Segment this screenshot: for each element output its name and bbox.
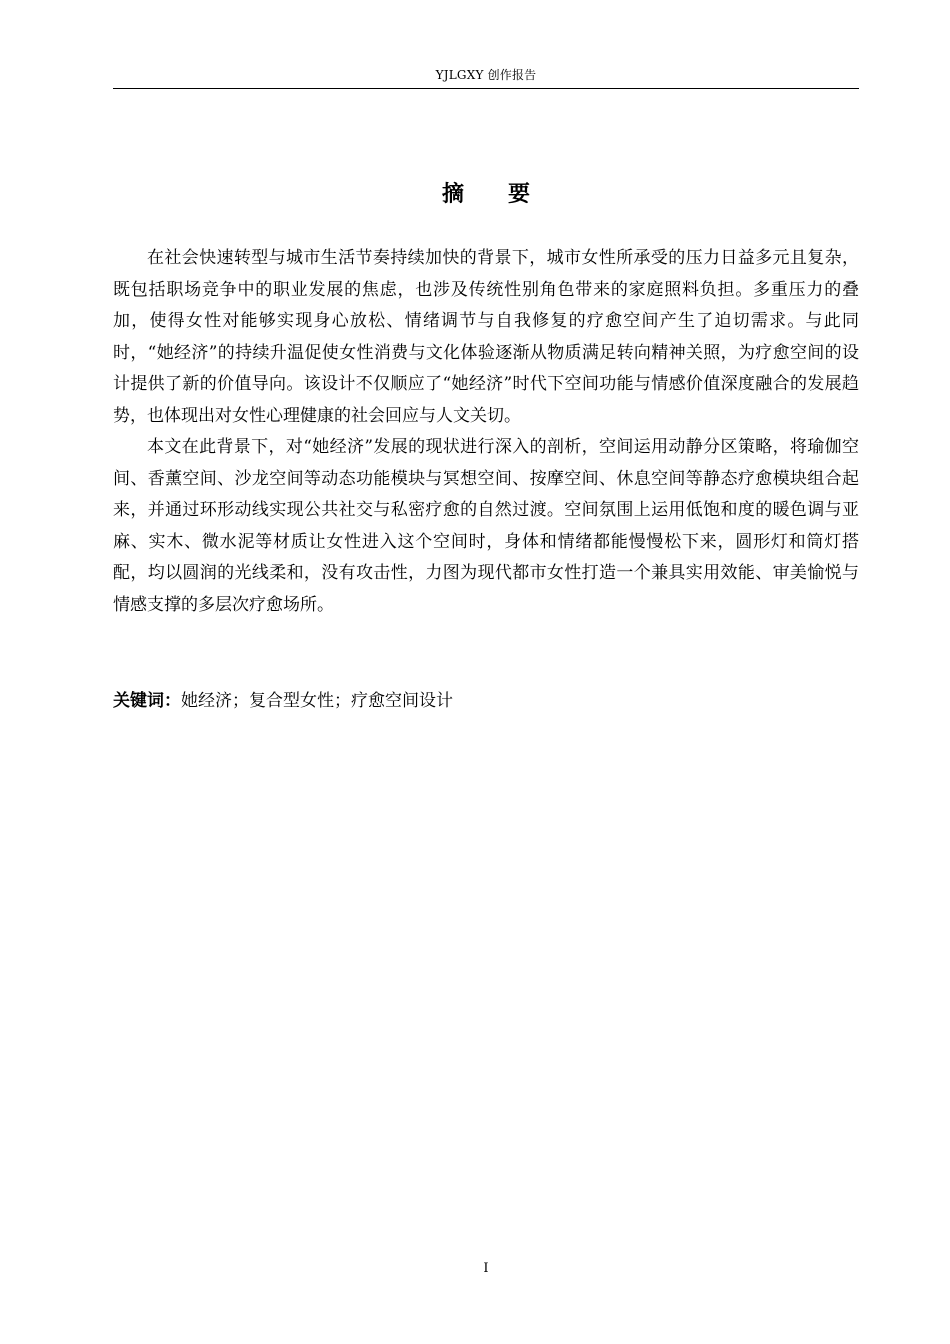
- abstract-title-char-1: 摘: [441, 182, 464, 207]
- keywords-value: 她经济；复合型女性；疗愈空间设计: [181, 691, 453, 711]
- running-header: YJLGXY 创作报告: [435, 68, 537, 82]
- abstract-title: [113, 176, 859, 214]
- abstract-body: [113, 243, 859, 621]
- abstract-title-char-2: 要: [508, 182, 531, 207]
- keywords-line: [113, 686, 859, 718]
- page-number: I: [483, 1261, 489, 1276]
- abstract-paragraph-2: 本文在此背景下，对“她经济”发展的现状进行深入的剖析，空间运用动静分区策略，将瑜伽空间、香薰空间、沙龙空间等动态功能模块与冥想空间、按摩空间、休息空间等静态疗愈模块组合起来，并通过环形动线实现公共社交与私密疗愈的自然过渡。空间氛围上运用低饱和度的暖色调与亚麻、实木、微水泥等材质让女性进入这个空间时，身体和情绪都能慢慢松下来，圆形灯和筒灯搭配，均以圆润的光线柔和，没有攻击性，力图为现代都市女性打造一个兼具实用效能、审美愉悦与情感支撑的多层次疗愈场所。: [113, 437, 859, 615]
- abstract-paragraph-1: 在社会快速转型与城市生活节奏持续加快的背景下，城市女性所承受的压力日益多元且复杂，既包括职场竞争中的职业发展的焦虑，也涉及传统性别角色带来的家庭照料负担。多重压力的叠加，使得女性对能够实现身心放松、情绪调节与自我修复的疗愈空间产生了迫切需求。与此同时，“她经济”的持续升温促使女性消费与文化体验逐渐从物质满足转向精神关照，为疗愈空间的设计提供了新的价值导向。该设计不仅顺应了“她经济”时代下空间功能与情感价值深度融合的发展趋势，也体现出对女性心理健康的社会回应与人文关切。: [113, 248, 859, 426]
- header-rule: [113, 88, 859, 89]
- keywords-label: 关键词：: [113, 691, 181, 711]
